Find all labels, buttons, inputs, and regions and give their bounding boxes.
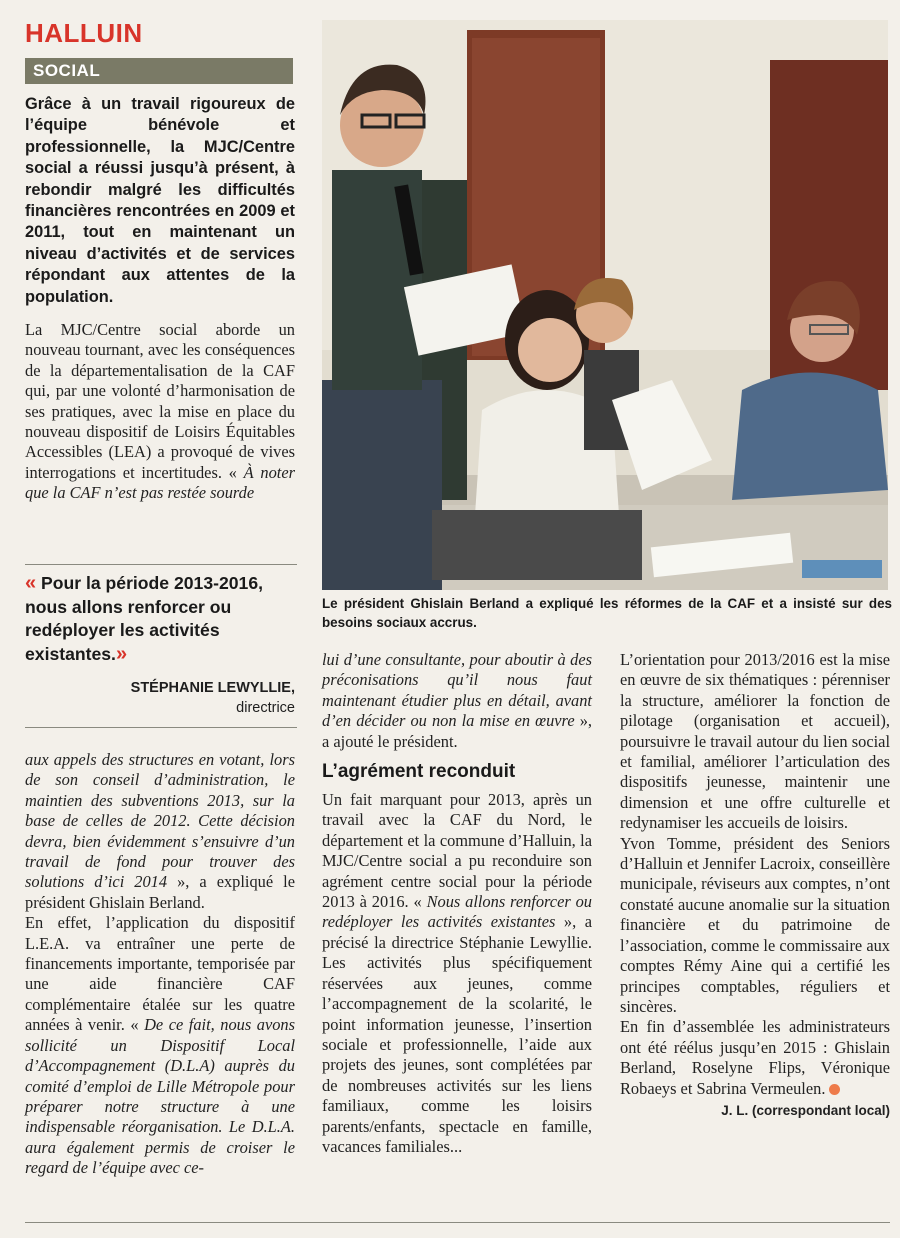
subheading: L’agrément reconduit xyxy=(322,761,516,783)
col3-paragraph-2: Yvon Tomme, président des Seniors d’Halluin et Jennifer Lacroix, conseillère municipale, réviseurs aux comptes, n’ont constaté aucune anomalie sur la situation financière et du patrimoine de l’association, comme le commissaire aux comptes Rémy Aine qui a certifié les principes comptables, réguliers et sincères. xyxy=(620,833,890,1016)
quote-role: directrice xyxy=(236,700,295,716)
author-signature: J. L. (correspondant local) xyxy=(721,1102,890,1118)
col2-text-3: », a précisé la directrice Stéphanie Lewyllie. Les activités plus spécifiquement réservées aux jeunes, comme l’accompagnement de la scolarité, le point information jeunesse, l’insertion sociale et professionnelle, l’aide aux projets des jeunes, sont complétées par de nombreuses activités sur les liens familiaux, comme les loisirs parents/enfants, spectacle en famille, vacances familiales... xyxy=(322,912,593,1156)
column-3 xyxy=(620,650,890,1121)
bottom-rule xyxy=(25,1222,890,1223)
quote-open-mark: « xyxy=(25,572,37,594)
rubric-label: SOCIAL xyxy=(25,58,293,84)
quote-author: STÉPHANIE LEWYLLIE, xyxy=(130,680,295,696)
end-dot-icon xyxy=(829,1084,840,1095)
column-1-top xyxy=(25,320,295,504)
col2-italic-1: lui d’une consultante, pour aboutir à des préconisations qu’il nous faut maintenant étudier plus en détail, avant d’en décider ou non la mise en œuvre xyxy=(322,650,592,731)
col1b-italic-2: De ce fait, nous avons sollicité un Dispositif Local d’Accompagnement (D.L.A) auprès du comité d’emploi de Lille Métropole pour préparer notre structure à une indispensable réorganisation. Le D.L.A. aura également permis de croiser le regard de l’équipe avec ce- xyxy=(25,1015,295,1178)
pull-quote xyxy=(25,572,297,666)
quote-text: Pour la période 2013-2016, nous allons renforcer ou redéployer les activités existantes. xyxy=(25,573,263,664)
col3-paragraph-1: L’orientation pour 2013/2016 est la mise en œuvre de six thématiques : pérenniser la structure, améliorer la fonction de pilotage (organisation et accueil), poursuivre le travail autour du lien social et familial, améliorer l’articulation des dispositifs jeunesse, maintenir une dimension et une offre culturelle et redynamiser les accueils de loisirs. xyxy=(620,650,890,833)
section-title: HALLUIN xyxy=(25,18,143,48)
col1b-text-1: », a expliqué le président Ghislain Berland. xyxy=(25,872,295,912)
column-1-bottom xyxy=(25,750,295,1179)
lead-paragraph: Grâce à un travail rigoureux de l’équipe bénévole et professionnelle, la MJC/Centre social a réussi jusqu’à présent, à rebondir malgré les difficultés financières rencontrées en 2009 et 2011, tout en maintenant un niveau d’activités et de services répondant aux attentes de la population. xyxy=(25,95,295,306)
col2-text-2: Un fait marquant pour 2013, après un travail avec la CAF du Nord, le département et la commune d’Halluin, la MJC/Centre social a pu reconduire son agrément centre social pour la période 2013 à 2016. « xyxy=(322,790,592,912)
col1a-italic: À noter que la CAF n’est pas restée sourde xyxy=(25,462,295,503)
meeting-photo xyxy=(322,20,888,590)
col1a-text: La MJC/Centre social aborde un nouveau tournant, avec les conséquences de la départementalisation de la CAF qui, par une volonté d’harmonisation de ses pratiques, avec la mise en place du nouveau dispositif de Loisirs Équitables Accessibles (LEA) a provoqué de vives interrogations et incertitudes. « xyxy=(25,320,295,482)
quote-divider-top xyxy=(25,564,297,565)
col2-italic-2: Nous allons renforcer ou redéployer les activités existantes xyxy=(322,892,592,932)
column-2 xyxy=(322,650,592,1157)
col1b-italic-1: aux appels des structures en votant, lors de son conseil d’administration, le maintien des subventions 2013, sur la base de celles de 2012. Cette décision devra, bien évidemment s’ensuivre d’un travail de fond pour trouver des solutions d’ici 2014 xyxy=(25,750,295,892)
quote-close-mark: » xyxy=(115,642,128,665)
photo-caption: Le président Ghislain Berland a expliqué les réformes de la CAF et a insisté sur des besoins sociaux accrus. xyxy=(322,596,892,630)
col1b-text-2: En effet, l’application du dispositif L.E.A. va entraîner une perte de financements importante, temporisée par une aide financière CAF complémentaire étalée sur les quatre années à venir. « xyxy=(25,913,295,1035)
col3-paragraph-3: En fin d’assemblée les administrateurs ont été réélus jusqu’en 2015 : Ghislain Berland, Roselyne Flips, Véronique Robaeys et Sabrina Vermeulen. xyxy=(620,1017,890,1098)
col2-text-1: », a ajouté le président. xyxy=(322,711,592,751)
quote-divider-bottom xyxy=(25,727,297,728)
meeting-photo-icon xyxy=(322,20,888,590)
